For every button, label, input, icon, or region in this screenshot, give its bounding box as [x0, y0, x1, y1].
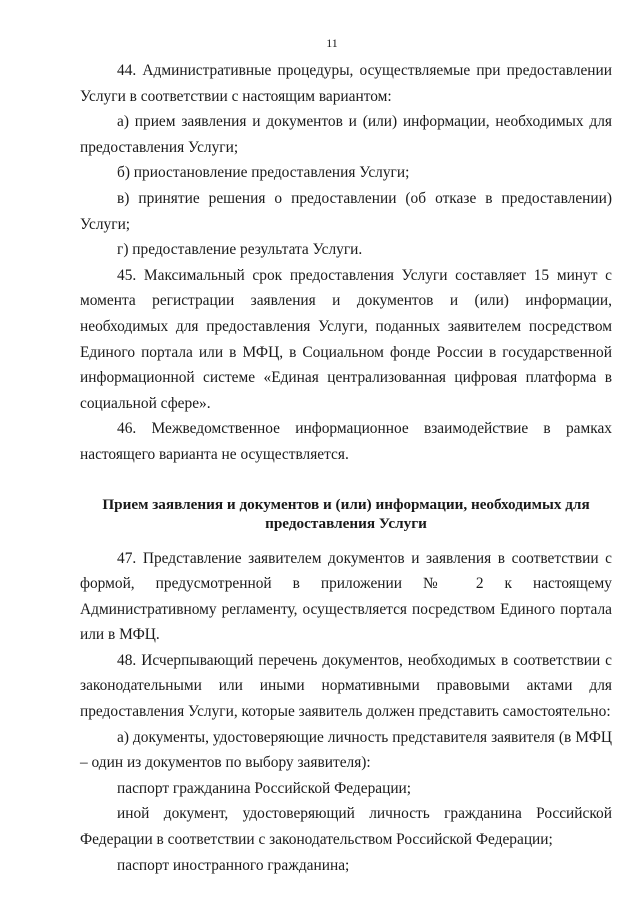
paragraph-45: 45. Максимальный срок предоставления Услуги составляет 15 минут с момента регистрации заявления и документов и (или) информации, необходимых для предоставления Услуги, поданных заявителем посредством Единого портала или в МФЦ, в Социальном фонде России в государственной информационной системе «Единая централизованная цифровая платформа в социальной сфере».	[80, 266, 612, 412]
list-item-b: б) приостановление предоставления Услуги;	[117, 164, 410, 182]
paragraph-44: 44. Административные процедуры, осуществляемые при предоставлении Услуги в соответствии с настоящим вариантом:	[80, 62, 612, 105]
page-number: 11	[326, 36, 338, 50]
section-heading: Прием заявления и документов и (или) информации, необходимых для предоставления Услуги	[102, 495, 590, 532]
document-item-passport-rf: паспорт гражданина Российской Федерации;	[117, 779, 412, 797]
document-item-foreign-passport: паспорт иностранного гражданина;	[117, 856, 350, 874]
paragraph-47: 47. Представление заявителем документов и заявления в соответствии с формой, предусмотренной в приложении № 2 к настоящему Административному регламенту, осуществляется посредством Единого портала или в МФЦ.	[80, 549, 612, 644]
list-item-g: г) предоставление результата Услуги.	[117, 241, 363, 259]
paragraph-46: 46. Межведомственное информационное взаимодействие в рамках настоящего варианта не осуществляется.	[80, 420, 612, 463]
paragraph-48: 48. Исчерпывающий перечень документов, необходимых в соответствии с законодательными или иными нормативными правовыми актами для предоставления Услуги, которые заявитель должен представить самостоятельно:	[80, 651, 612, 721]
list-item-48a: а) документы, удостоверяющие личность представителя заявителя (в МФЦ – один из документов по выбору заявителя):	[80, 728, 612, 772]
document-item-other-id: иной документ, удостоверяющий личность гражданина Российской Федерации в соответствии с законодательством Российской Федерации;	[80, 805, 612, 849]
list-item-v: в) принятие решения о предоставлении (об отказе в предоставлении) Услуги;	[80, 189, 612, 233]
document-body	[80, 58, 612, 878]
list-item-a: а) прием заявления и документов и (или) информации, необходимых для предоставления Услуги;	[80, 113, 612, 156]
